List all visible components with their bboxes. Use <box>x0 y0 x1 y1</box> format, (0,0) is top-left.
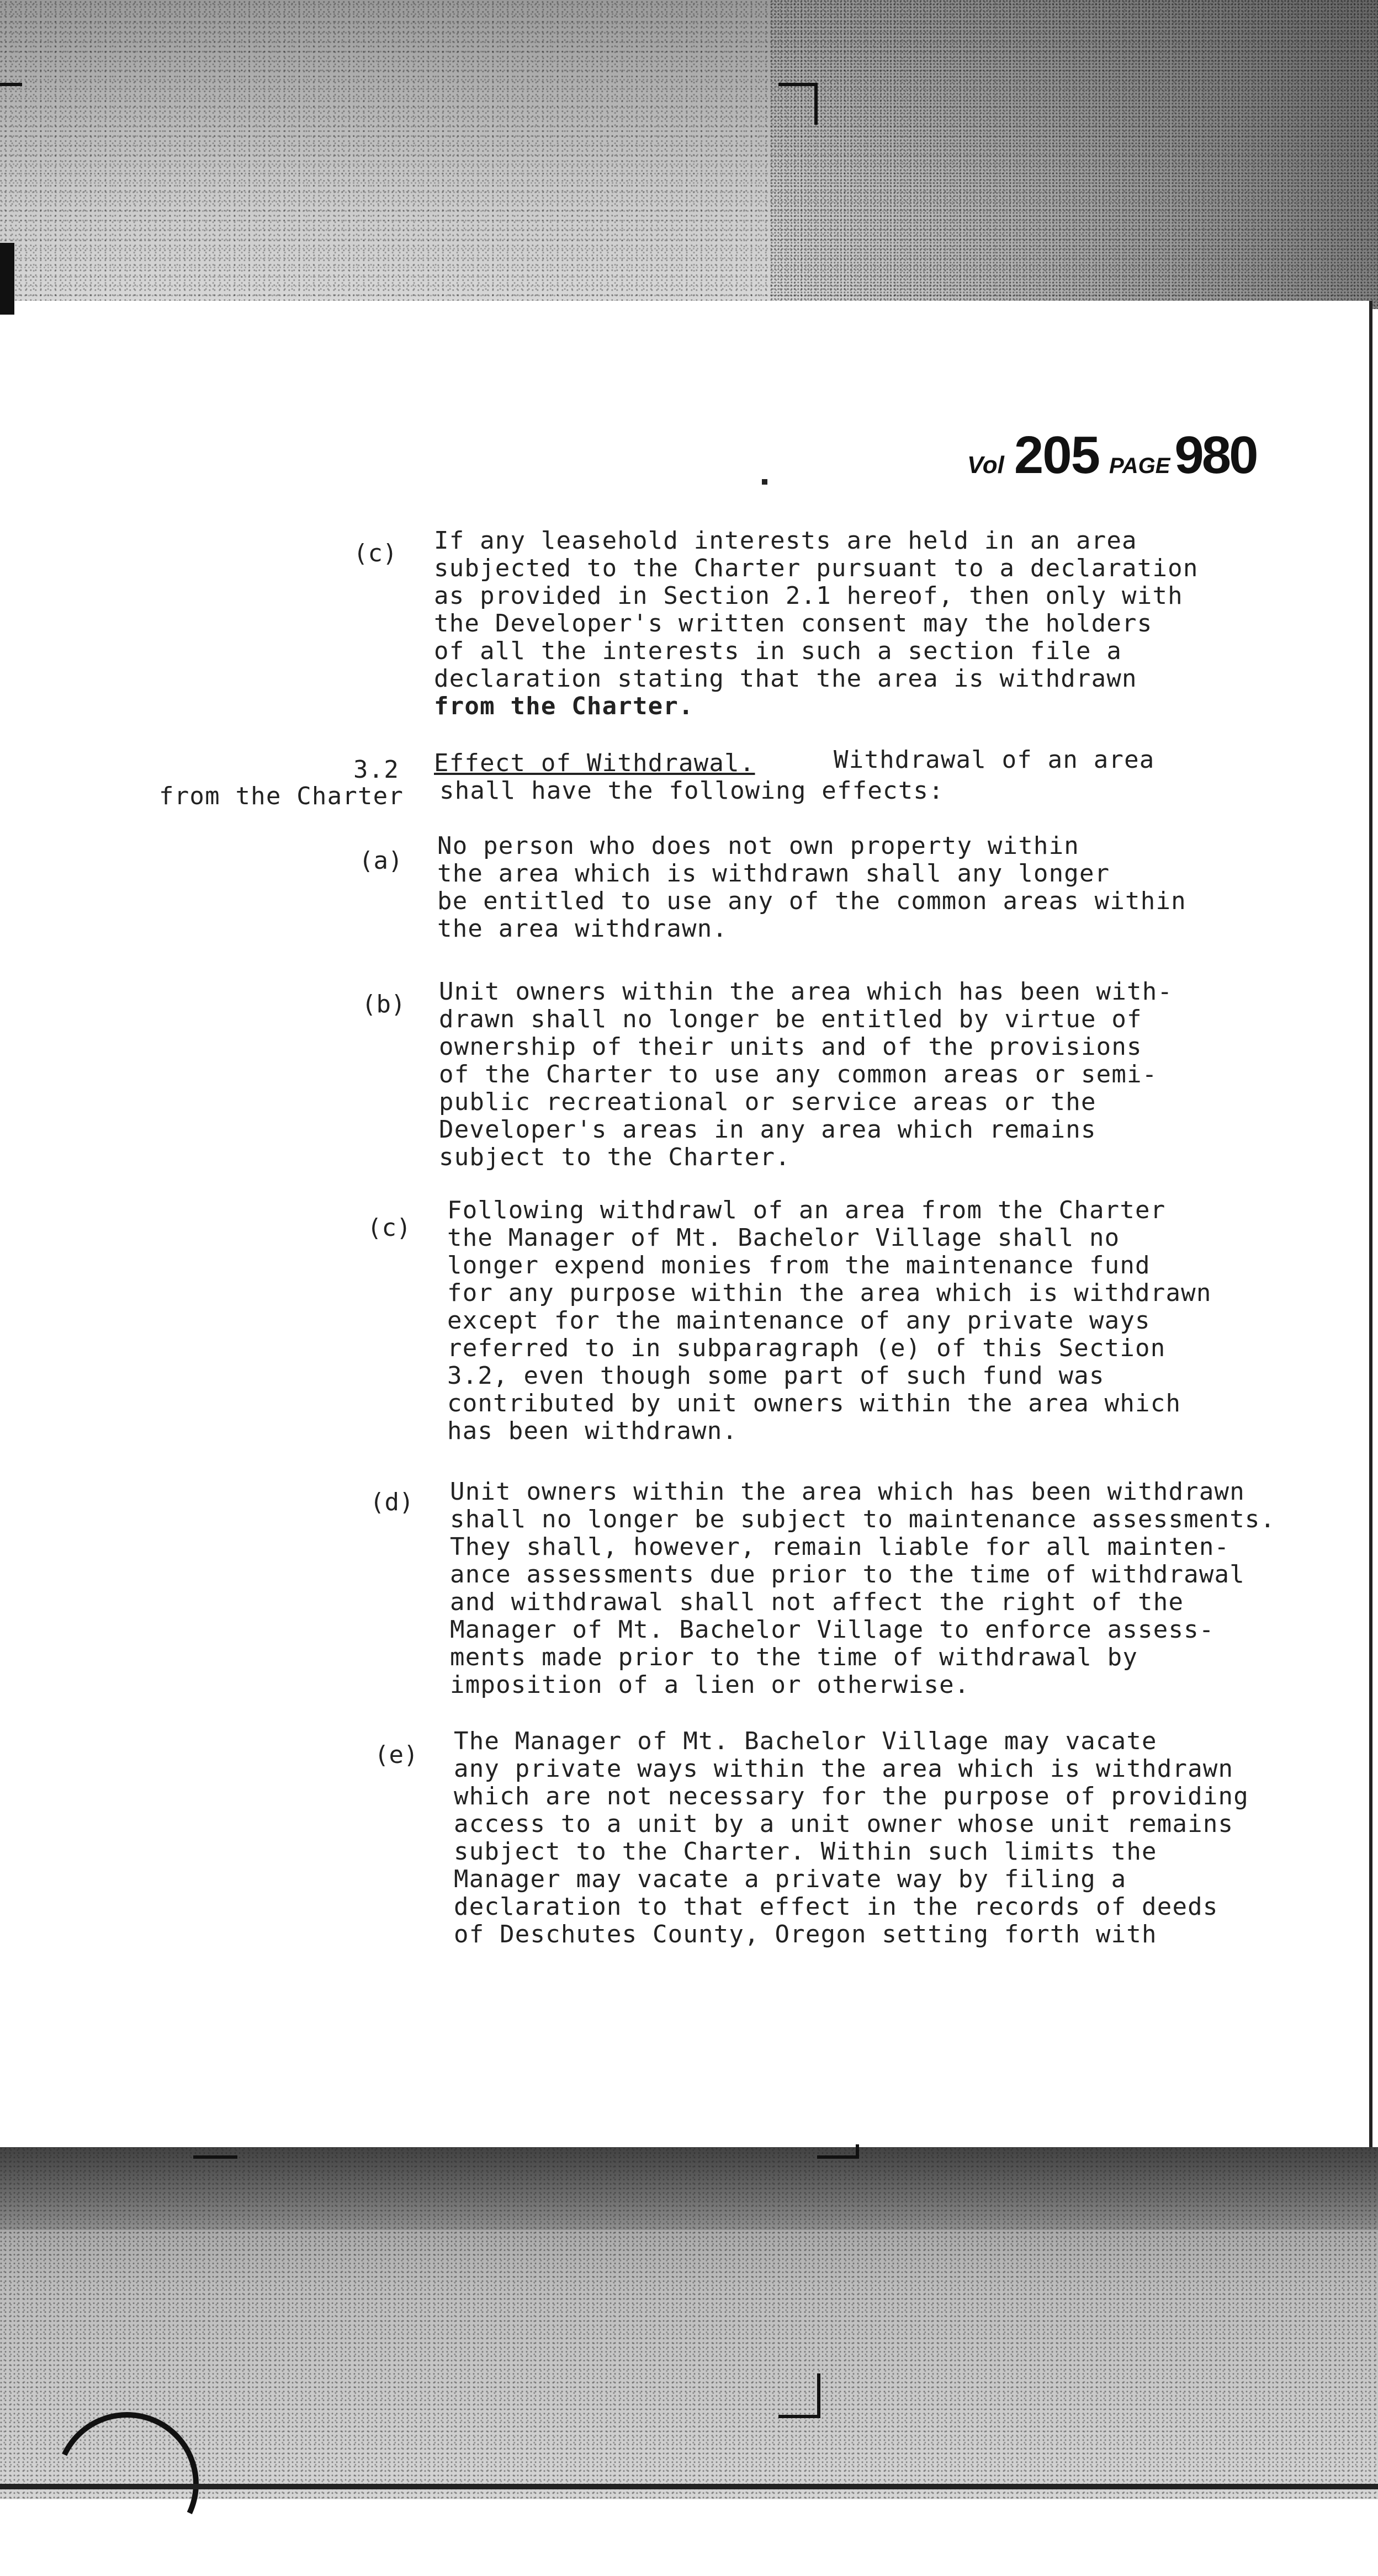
volume-page-stamp <box>967 425 1257 491</box>
paragraph-marker: (d) <box>370 1488 414 1516</box>
crop-mark-mid-right <box>817 2144 859 2159</box>
paragraph-line: except for the maintenance of any private ways <box>447 1306 1151 1335</box>
paragraph-line: of all the interests in such a section file a <box>434 637 1122 665</box>
paragraph-line: shall no longer be subject to maintenance assessments. <box>450 1505 1276 1533</box>
section-line-left: from the Charter <box>159 782 404 810</box>
section-lead-text: Withdrawal of an area <box>834 746 1155 774</box>
paragraph-line: Developer's areas in any area which remains <box>439 1116 1096 1144</box>
volume-label: Vol <box>967 452 1004 479</box>
paragraph-line: of Deschutes County, Oregon setting forth with <box>454 1920 1157 1948</box>
section-heading: Effect of Withdrawal. <box>434 749 755 777</box>
paragraph-line: subject to the Charter. <box>439 1143 791 1171</box>
paragraph-line: subject to the Charter. Within such limits the <box>454 1837 1157 1866</box>
page-number: 980 <box>1174 426 1257 485</box>
section-number: 3.2 <box>353 756 400 784</box>
paragraph-marker: (a) <box>359 847 403 875</box>
paragraph-line: ance assessments due prior to the time of withdrawal <box>450 1560 1245 1589</box>
paragraph-line: public recreational or service areas or the <box>439 1088 1096 1116</box>
paragraph-line: of the Charter to use any common areas or semi- <box>439 1060 1158 1088</box>
paragraph-marker: (c) <box>367 1214 411 1242</box>
paragraph-line: be entitled to use any of the common areas within <box>437 887 1186 915</box>
bottom-edge-rule <box>0 2484 1378 2489</box>
paragraph-line: Manager of Mt. Bachelor Village to enforce assess- <box>450 1616 1215 1644</box>
scan-noise-bottom-band <box>0 2147 1378 2230</box>
paragraph-line: referred to in subparagraph (e) of this Section <box>447 1334 1166 1362</box>
paragraph-line: ments made prior to the time of withdrawal by <box>450 1643 1138 1671</box>
paragraph-line: imposition of a lien or otherwise. <box>450 1671 970 1699</box>
scan-noise-top-right <box>771 0 1378 309</box>
paragraph-line: drawn shall no longer be entitled by virtue of <box>439 1005 1142 1033</box>
paragraph-line: subjected to the Charter pursuant to a declaration <box>434 554 1199 582</box>
paragraph-line: Following withdrawl of an area from the Charter <box>447 1196 1166 1224</box>
left-edge-mark <box>0 243 14 315</box>
paragraph-line: 3.2, even though some part of such fund was <box>447 1362 1105 1390</box>
paragraph-line: No person who does not own property within <box>437 832 1079 860</box>
paragraph-line: Unit owners within the area which has been with- <box>439 978 1173 1006</box>
paragraph-line: from the Charter. <box>434 692 694 720</box>
paragraph-line: declaration to that effect in the records of deeds <box>454 1893 1218 1921</box>
paragraph-line: the Manager of Mt. Bachelor Village shall no <box>447 1224 1120 1252</box>
crop-mark-mid-left <box>193 2144 237 2159</box>
section-line-right: shall have the following effects: <box>439 777 944 805</box>
paragraph-marker: (e) <box>374 1741 418 1769</box>
crop-mark-bottom <box>778 2373 820 2418</box>
paragraph-line: has been withdrawn. <box>447 1417 738 1445</box>
crop-mark-top-left <box>0 83 22 88</box>
paragraph-marker: (c) <box>353 539 398 567</box>
paragraph-line: If any leasehold interests are held in an area <box>434 527 1137 555</box>
paragraph-line: Unit owners within the area which has been withdrawn <box>450 1478 1245 1506</box>
paragraph-line: the area which is withdrawn shall any longer <box>437 859 1110 888</box>
page-label: PAGE <box>1109 454 1170 478</box>
paragraph-line: Manager may vacate a private way by filing a <box>454 1865 1127 1893</box>
paragraph-line: as provided in Section 2.1 hereof, then only with <box>434 582 1183 610</box>
paragraph-line: declaration stating that the area is withdrawn <box>434 665 1137 693</box>
paragraph-line: access to a unit by a unit owner whose unit remains <box>454 1810 1234 1838</box>
paragraph-line: which are not necessary for the purpose of providing <box>454 1782 1249 1810</box>
paragraph-line: They shall, however, remain liable for all mainten- <box>450 1533 1230 1561</box>
paragraph-line: ownership of their units and of the provisions <box>439 1033 1142 1061</box>
crop-mark-top <box>778 83 818 125</box>
paragraph-marker: (b) <box>362 990 406 1018</box>
paragraph-line: contributed by unit owners within the area which <box>447 1389 1181 1417</box>
paragraph-line: The Manager of Mt. Bachelor Village may vacate <box>454 1727 1157 1755</box>
paragraph-line: the Developer's written consent may the holders <box>434 609 1153 638</box>
paragraph-line: for any purpose within the area which is withdrawn <box>447 1279 1212 1307</box>
paragraph-line: the area withdrawn. <box>437 915 728 943</box>
volume-number: 205 <box>1014 426 1099 485</box>
paragraph-line: longer expend monies from the maintenance fund <box>447 1251 1151 1279</box>
paragraph-line: and withdrawal shall not affect the right of the <box>450 1588 1184 1616</box>
paragraph-line: any private ways within the area which is withdrawn <box>454 1755 1234 1783</box>
stray-dot <box>762 479 767 485</box>
